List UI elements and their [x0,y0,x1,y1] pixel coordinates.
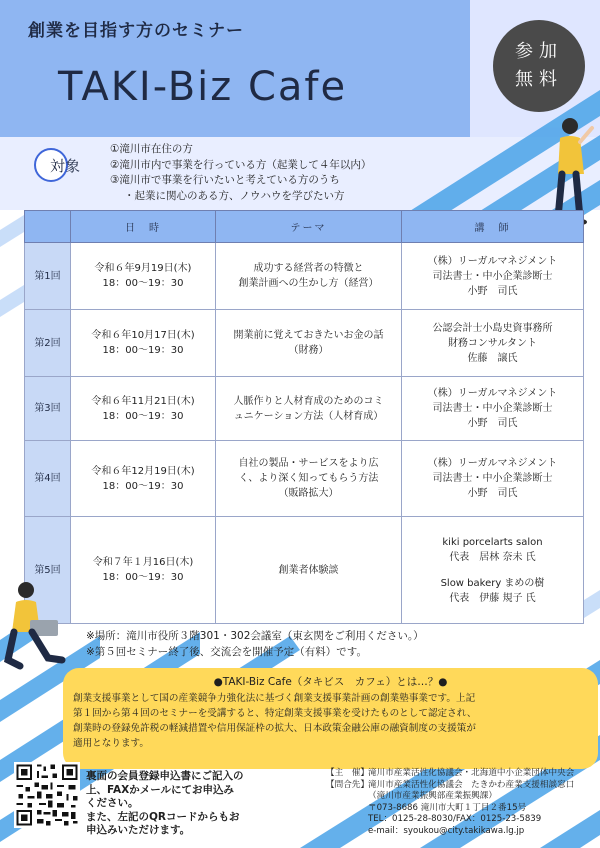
organizer-label: 【主 催】 [326,768,369,778]
badge-line-2: 無料 [515,69,563,90]
session-theme [216,441,402,517]
about-box [63,668,598,769]
session-theme [216,243,402,310]
header-date: 日 時 [71,211,216,243]
target-item: ・起業に関心のある方、ノウハウを学びたい方 [124,189,345,202]
inquiry-row [326,780,574,792]
session-time: 18：00～19：30 [102,572,184,583]
lecturer-line: 小野 司氏 [467,418,518,429]
about-line: 第１回から第４回のセミナーを受講すると、特定創業支援事業を受けたものとして認定され、 [73,708,477,719]
header-lecturer: 講 師 [402,211,584,243]
lecturer-line: 小野 司氏 [467,285,518,297]
badge-line-1: 参加 [515,41,563,62]
session-time: 18：00～19：30 [102,345,184,356]
session-lecturer [402,377,584,441]
notes [86,628,424,660]
session-datetime [71,441,216,517]
application-instructions [86,770,244,838]
lecturer-line: 代表 居林 奈未 氏 [449,551,536,563]
session-datetime [71,310,216,377]
seminar-subtitle: 創業を目指す方のセミナー [28,21,244,41]
lecturer-line: 公認会計士小島史資事務所 [432,322,553,334]
registration-qr-code[interactable] [14,762,80,828]
session-theme [216,517,402,624]
theme-line: く、より深く知ってもらう方法 [238,473,379,484]
about-line: 創業支援事業として国の産業競争力強化法に基づく創業支援事業計画の創業塾事業です。上記 [73,693,476,704]
free-admission-badge [493,20,585,112]
table-row [25,517,584,624]
about-title: ●TAKI-Biz Cafe（タキビス カフェ）とは…？● [213,676,448,688]
lecturer-line: 佐藤 譲氏 [467,352,518,364]
session-time: 18：00～19：30 [102,278,184,289]
target-list [110,142,371,204]
theme-line: 自社の製品・サービスをより広 [238,458,379,469]
session-date: 令和６年10月17日(木) [91,330,195,341]
target-item: ①滝川市在住の方 [110,143,193,155]
lecturer-gap [406,565,579,576]
inquiry-label: 【問合先】 [326,779,369,790]
theme-line: 人脈作りと人材育成のためのコミ [233,395,384,407]
session-datetime [71,517,216,624]
apply-line: 申込みいただけます。 [86,824,191,836]
person-laptop-illustration [0,576,84,672]
lecturer-line: Slow bakery まめの樹 [440,577,545,589]
session-number: 第3回 [25,377,71,441]
target-item: ③滝川市で事業を行いたいと考えている方のうち [110,174,340,186]
header-theme: テーマ [216,211,402,243]
about-line: 創業時の登録免許税の軽減措置や信用保証枠の拡大、日本政策金融公庫の融資制度の支援策が [73,723,476,734]
lecturer-line: （株）リーガルマネジメント [427,388,558,399]
session-theme [216,310,402,377]
contact-address: 〒073-8686 滝川市大町１丁目２番15号 [368,802,527,813]
apply-line: 裏面の会員登録申込書にご記入の [86,770,244,782]
lecturer-line: 司法書士・中小企業診断士 [432,473,553,484]
table-row [25,377,584,441]
lecturer-line: 司法書士・中小企業診断士 [432,270,553,282]
session-date: 令和６年12月19日(木) [91,465,195,477]
session-lecturer [402,517,584,624]
header-number [25,211,71,243]
theme-line: （財務） [288,345,329,356]
session-datetime [71,377,216,441]
target-heading: 対象 [50,157,81,175]
about-body [73,691,588,751]
theme-line: 成功する経営者の特徴と [253,263,364,274]
session-time: 18：00～19：30 [102,410,184,422]
lecturer-line: 財務コンサルタント [447,337,538,349]
inquiry-value: 滝川市産業活性化協議会 たきかわ産業支援相談窓口 [368,779,575,790]
session-date: 令和６年9月19日(木) [94,263,192,274]
session-date: 令和７年１月16日(木) [92,557,194,568]
session-number: 第4回 [25,441,71,517]
session-lecturer [402,243,584,310]
lecturer-line: 小野 司氏 [467,488,518,499]
table-row [25,441,584,517]
lecturer-line: （株）リーガルマネジメント [427,458,558,469]
apply-line: 上、FAXかメールにてお申込み [86,783,234,796]
table-header-row [25,211,584,243]
theme-line: ュニケーション方法（人材育成） [233,410,384,422]
inquiry-department: （滝川市産業振興部産業振興課） [368,791,497,802]
lecturer-line: （株）リーガルマネジメント [427,255,558,267]
contact-phone-fax: TEL：0125-28-8030/FAX：0125-23-5839 [368,814,542,825]
page-title: TAKI-Biz Cafe [58,64,348,110]
lecturer-line: 代表 伊藤 規子 氏 [449,592,536,604]
table-row [25,243,584,310]
theme-line: 創業者体験談 [278,564,339,576]
table-row [25,310,584,377]
lecturer-line: 司法書士・中小企業診断士 [432,403,553,414]
session-theme [216,377,402,441]
contact-info [326,768,574,838]
lecturer-line: kiki porcelarts salon [442,536,543,548]
organizer-value: 滝川市産業活性化協議会・北海道中小企業団体中央会 [368,768,575,778]
about-line: 適用となります。 [73,738,149,749]
contact-email[interactable]: e-mail：syoukou@city.takikawa.lg.jp [368,825,525,836]
session-date: 令和６年11月21日(木) [91,395,195,407]
theme-line: （販路拡大） [278,488,339,499]
session-time: 18：00～19：30 [102,480,184,492]
seminar-schedule-table [24,210,584,624]
session-lecturer [402,441,584,517]
theme-line: 開業前に覚えておきたいお金の話 [233,330,384,341]
organizer-row [326,768,574,780]
theme-line: 創業計画への生かし方（経営） [238,278,379,289]
session-number: 第1回 [25,243,71,310]
apply-line: また、左記のQRコードからもお [86,810,240,823]
session-lecturer [402,310,584,377]
note-networking: ※第５回セミナー終了後、交流会を開催予定（有料）です。 [86,646,367,658]
note-venue: ※場所：滝川市役所３階301・302会議室（東玄関をご利用ください。） [86,630,424,642]
target-item: ②滝川市内で事業を行っている方（起業して４年以内） [110,158,372,171]
session-datetime [71,243,216,310]
session-number: 第2回 [25,310,71,377]
session-number: 第5回 [25,517,71,624]
apply-line: ください。 [86,797,139,809]
